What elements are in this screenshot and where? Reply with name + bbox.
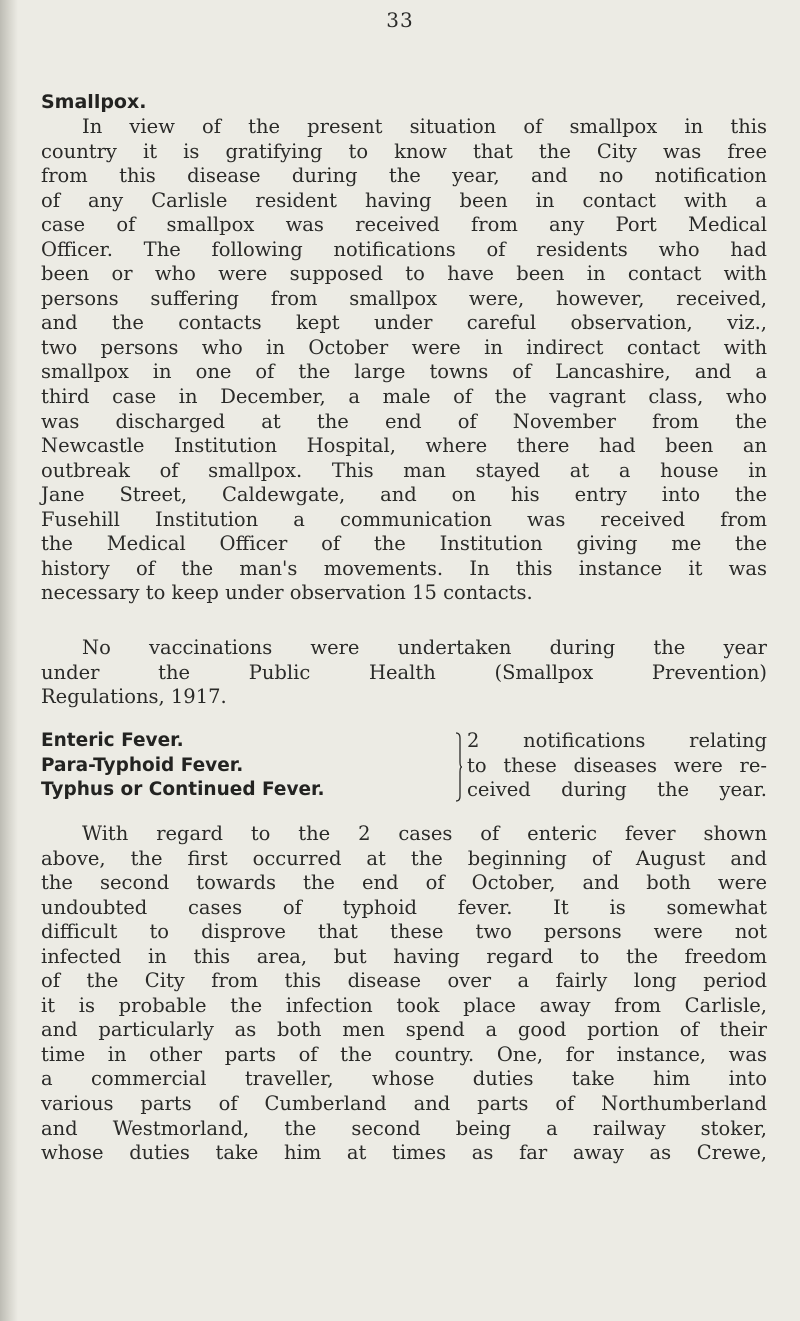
- text-line: With regard to the 2 cases of enteric fever shown: [82, 822, 767, 845]
- right-brace-icon: [456, 732, 462, 802]
- text-line: undoubted cases of typhoid fever. It is somewhat: [41, 895, 767, 919]
- text-line: Jane Street, Caldewgate, and on his entry into the: [41, 483, 767, 507]
- text-line: and Westmorland, the second being a railway stoker,: [41, 1116, 767, 1140]
- text-line: necessary to keep under observation 15 contacts.: [41, 581, 533, 605]
- text-line: the Medical Officer of the Institution giving me the: [41, 532, 767, 556]
- fever-label-typhus: Typhus or Continued Fever.: [41, 779, 325, 800]
- text-line: infected in this area, but having regard to the freedom: [41, 944, 767, 968]
- text-line: In view of the present situation of smallpox in this: [82, 115, 767, 138]
- fever-label-para-typhoid: Para-Typhoid Fever.: [41, 754, 244, 776]
- text-line: been or who were supposed to have been in contact with: [41, 262, 767, 286]
- smallpox-paragraph-1: [41, 115, 767, 606]
- text-line: was discharged at the end of November from the: [41, 409, 767, 433]
- text-line: whose duties take him at times as far away as Crewe,: [41, 1141, 767, 1165]
- text-line: the second towards the end of October, and both were: [41, 871, 767, 895]
- text-line: it is probable the infection took place away from Carlisle,: [41, 993, 767, 1017]
- text-line: case of smallpox was received from any Port Medical: [41, 213, 767, 237]
- text-line: time in other parts of the country. One, for instance, was: [41, 1042, 767, 1066]
- text-line: above, the first occurred at the beginning of August and: [41, 846, 767, 870]
- text-line: from this disease during the year, and no notification: [41, 164, 767, 188]
- smallpox-paragraph-2: [41, 636, 767, 710]
- text-line: third case in December, a male of the vagrant class, who: [41, 385, 767, 409]
- text-line: 2 notifications relating: [467, 729, 767, 752]
- text-line: No vaccinations were undertaken during the year: [82, 636, 767, 659]
- text-line: history of the man's movements. In this instance it was: [41, 556, 767, 580]
- text-line: Fusehill Institution a communication was received from: [41, 507, 767, 531]
- text-line: Officer. The following notifications of residents who had: [41, 237, 767, 261]
- fever-label-enteric: Enteric Fever.: [41, 730, 184, 751]
- text-line: persons suffering from smallpox were, however, received,: [41, 286, 767, 310]
- page-number: 33: [386, 8, 414, 32]
- text-line: two persons who in October were in indirect contact with: [41, 335, 767, 359]
- section-heading-smallpox: Smallpox.: [41, 91, 147, 113]
- text-line: Regulations, 1917.: [41, 685, 227, 709]
- fever-notifications-block: [41, 729, 767, 809]
- text-line: of the City from this disease over a fairly long period: [41, 969, 767, 993]
- enteric-fever-paragraph: [41, 822, 767, 1166]
- text-line: outbreak of smallpox. This man stayed at a house in: [41, 458, 767, 482]
- fever-notification-note: [467, 729, 767, 803]
- text-line: and the contacts kept under careful observation, viz.,: [41, 311, 767, 335]
- text-line: of any Carlisle resident having been in contact with a: [41, 188, 767, 212]
- text-line: smallpox in one of the large towns of Lancashire, and a: [41, 360, 767, 384]
- text-line: and particularly as both men spend a good portion of their: [41, 1018, 767, 1042]
- text-line: difficult to disprove that these two persons were not: [41, 920, 767, 944]
- text-line: under the Public Health (Smallpox Prevention): [41, 660, 767, 684]
- page-gutter-shadow: [0, 0, 18, 1321]
- text-line: to these diseases were re-: [467, 753, 767, 777]
- text-line: ceived during the year.: [467, 778, 767, 802]
- text-line: Newcastle Institution Hospital, where there had been an: [41, 434, 767, 458]
- text-line: country it is gratifying to know that the City was free: [41, 139, 767, 163]
- text-line: a commercial traveller, whose duties take him into: [41, 1067, 767, 1091]
- text-line: various parts of Cumberland and parts of Northumberland: [41, 1092, 767, 1116]
